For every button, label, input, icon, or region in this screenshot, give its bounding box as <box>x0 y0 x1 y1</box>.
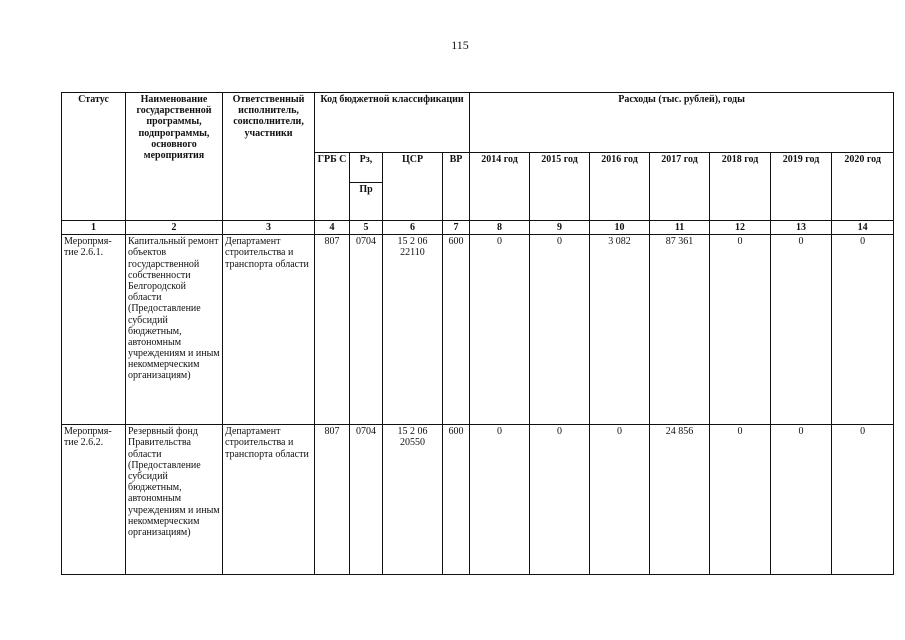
row-rzpr: 0704 <box>350 235 383 425</box>
row-value-2019: 0 <box>771 235 832 425</box>
row-name: Капитальный ремонт объектов государственной собственности Белгородской области (Предоставление субсидий бюджетным, автономным учреждениям и иным некоммерческим организациям) <box>126 235 223 425</box>
header-year-2020: 2020 год <box>832 153 894 221</box>
column-number: 4 <box>315 221 350 235</box>
row-vr: 600 <box>443 425 470 575</box>
table-row <box>62 235 894 425</box>
row-csr: 15 2 06 20550 <box>383 425 443 575</box>
row-value-2014: 0 <box>470 425 530 575</box>
header-status: Статус <box>62 93 126 221</box>
header-rz: Рз, <box>350 153 383 183</box>
row-rzpr: 0704 <box>350 425 383 575</box>
row-value-2017: 24 856 <box>650 425 710 575</box>
row-value-2016: 0 <box>590 425 650 575</box>
column-number: 11 <box>650 221 710 235</box>
row-responsible: Департамент строительства и транспорта области <box>223 425 315 575</box>
budget-table <box>61 92 894 575</box>
row-status: Меропрмя-тие 2.6.1. <box>62 235 126 425</box>
row-grbs: 807 <box>315 235 350 425</box>
header-year-2017: 2017 год <box>650 153 710 221</box>
row-value-2018: 0 <box>710 425 771 575</box>
header-year-2018: 2018 год <box>710 153 771 221</box>
column-number: 1 <box>62 221 126 235</box>
row-value-2019: 0 <box>771 425 832 575</box>
header-year-2019: 2019 год <box>771 153 832 221</box>
row-value-2015: 0 <box>530 235 590 425</box>
column-number: 2 <box>126 221 223 235</box>
header-csr: ЦСР <box>383 153 443 221</box>
row-value-2016: 3 082 <box>590 235 650 425</box>
header-name: Наименование государственной программы, подпрограммы, основного мероприятия <box>126 93 223 221</box>
row-value-2018: 0 <box>710 235 771 425</box>
row-value-2020: 0 <box>832 235 894 425</box>
page-number: 115 <box>451 38 469 52</box>
row-value-2014: 0 <box>470 235 530 425</box>
row-responsible: Департамент строительства и транспорта области <box>223 235 315 425</box>
header-grbs: ГРБ С <box>315 153 350 221</box>
column-number-row <box>62 221 894 235</box>
row-value-2020: 0 <box>832 425 894 575</box>
column-number: 7 <box>443 221 470 235</box>
row-status: Меропрмя-тие 2.6.2. <box>62 425 126 575</box>
column-number: 12 <box>710 221 771 235</box>
table-row <box>62 425 894 575</box>
header-year-2015: 2015 год <box>530 153 590 221</box>
column-number: 6 <box>383 221 443 235</box>
row-grbs: 807 <box>315 425 350 575</box>
column-number: 5 <box>350 221 383 235</box>
column-number: 10 <box>590 221 650 235</box>
row-name: Резервный фонд Правительства области (Предоставление субсидий бюджетным, автономным учреждениям и иным некоммерческим организациям) <box>126 425 223 575</box>
column-number: 3 <box>223 221 315 235</box>
row-csr: 15 2 06 22110 <box>383 235 443 425</box>
column-number: 8 <box>470 221 530 235</box>
header-vr: ВР <box>443 153 470 221</box>
header-pr: Пр <box>350 183 383 221</box>
header-budget-code: Код бюджетной классификации <box>315 93 470 153</box>
column-number: 9 <box>530 221 590 235</box>
header-responsible: Ответственный исполнитель, соисполнители, участники <box>223 93 315 221</box>
column-number: 14 <box>832 221 894 235</box>
header-expenses: Расходы (тыс. рублей), годы <box>470 93 894 153</box>
row-value-2017: 87 361 <box>650 235 710 425</box>
column-number: 13 <box>771 221 832 235</box>
header-year-2016: 2016 год <box>590 153 650 221</box>
header-year-2014: 2014 год <box>470 153 530 221</box>
row-value-2015: 0 <box>530 425 590 575</box>
row-vr: 600 <box>443 235 470 425</box>
